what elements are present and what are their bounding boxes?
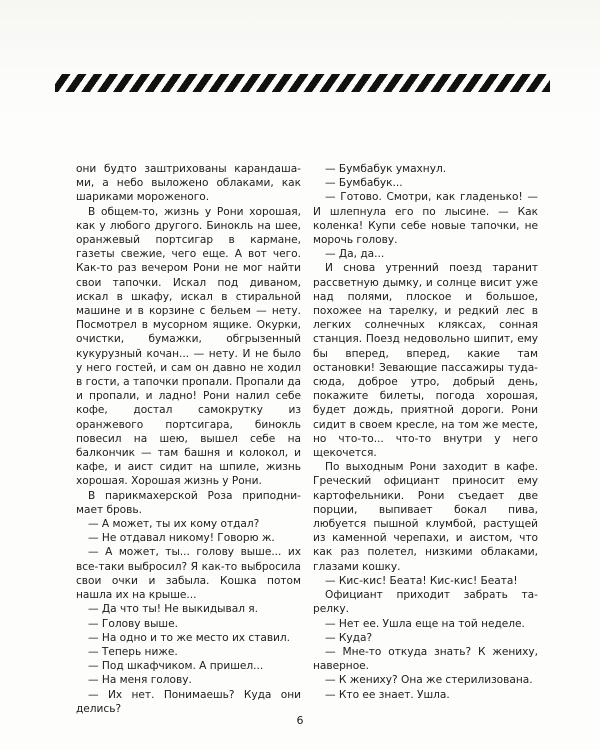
paragraph: они будто заштрихованы карандашами, а небо выложено облаками, как шариками мороженого. [76,163,301,204]
dialogue-line: — К жениху? Она же стерилизована. [325,674,533,687]
dialogue-line: — Не отдавал никому! Говорю ж. [88,532,275,545]
dialogue-line: — Теперь ниже. [88,645,178,658]
page-top-band [0,0,600,120]
dialogue-line: — Куда? [325,631,373,644]
paragraph: В общем-то, жизнь у Рони хорошая, как у любого другого. Бинокль на шее, оранжевый портсигар в кармане, газеты свежие, чего еще. А вот чего. Как-то раз вечером Рони не мог найти свои тапочки. Искал под диваном, искал в шкафу, искал в стиральной машине и в корзине с бельем — нету. Посмотрел в мусорном ящике. Окурки, очистки, бумажки, обгрызенный кукурузный кочан... — нету. И не было у него гостей, и сам он давно не ходил в гости, а тапочки пропали. Пропали да и пропали, и ладно! Рони налил себе кофе, достал самокрутку из оранжевого портсигара, бинокль повесил на шею, вышел себе на балкончик — там башня и колокол, и кафе, и аист сидит на шпиле, жизнь хорошая. Хорошая жизнь у Рони. [76,205,301,488]
dialogue-line: — Их нет. Понимаешь? Куда они делись? [76,688,301,715]
dialogue-line: — Да что ты! Не выкидывал я. [88,603,259,616]
paragraph: Официант приходит забрать тарелку. [313,589,538,616]
dialogue-line: — Готово. Смотри, как гладенько! — И шлепнула его по лысине. — Как коленка! Купи себе новые тапочки, не морочь голову. [313,191,538,247]
dialogue-line: — Голову выше. [88,617,178,630]
decorative-hatched-stripe [55,74,550,92]
dialogue-line: — На меня голову. [88,674,192,687]
dialogue-line: — Да, да... [325,248,385,261]
dialogue-line: — Бумбабук... [325,177,403,190]
dialogue-line: — Кто ее знает. Ушла. [325,688,450,701]
dialogue-line: — Под шкафчиком. А пришел... [88,660,264,673]
dialogue-line: — Кис-кис! Беата! Кис-кис! Беата! [325,574,518,587]
page-number: 6 [296,714,304,727]
dialogue-line: — На одно и то же место их ставил. [88,631,291,644]
text-column-left [76,162,301,716]
dialogue-line: — Мне-то откуда знать? К жениху, наверное. [313,645,538,673]
dialogue-line: — А может, ты... голову выше... их все-таки выбросил? Я как-то выбросила свои очки и забыла. Кошка потом нашла их на крыше... [76,546,301,602]
paragraph: По выходным Рони заходит в кафе. Греческий официант приносит ему картофельники. Рони съедает две порции, выпивает бокал пива, любуется пышной клумбой, растущей из каменной черепахи, и аистом, что как раз полетел, низкими облаками, глазами кошку. [313,461,538,573]
dialogue-line: — Нет ее. Ушла еще на той неделе. [325,617,525,630]
text-column-right [313,162,538,702]
dialogue-line: — Бумбабук умахнул. [325,163,447,175]
dialogue-line: — А может, ты их кому отдал? [88,518,260,531]
paragraph: И снова утренний поезд таранит рассветную дымку, и солнце висит уже над полями, плоское и большое, похожее на тарелку, и редкий лес в легких солнечных кляксах, сонная станция. Поезд недовольно шипит, ему бы вперед, вперед, какие там остановки! Зевающие пассажиры туда-сюда, доброе утро, добрый день, покажите билеты, погода хорошая, будет дождь, приятной дороги. Рони сидит в своем кресле, на том же месте, но что-то... что-то внутри у него щекочется. [313,262,538,460]
paragraph: В парикмахерской Роза приподнимает бровь. [76,489,301,516]
